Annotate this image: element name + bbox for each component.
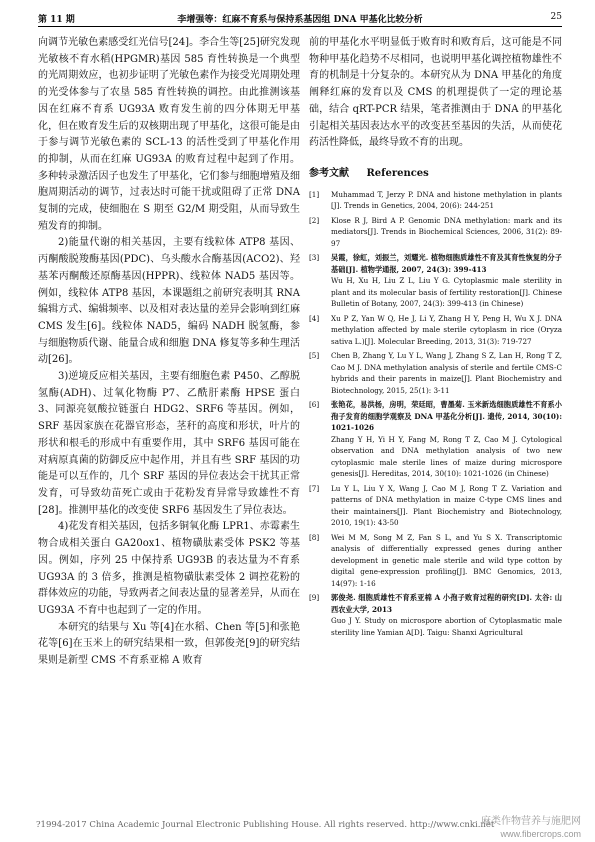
reference-text: Klose R J, Bird A P. Genomic DNA methylation: mark and its mediators[J]. Trends in Biochemical Sciences, 2006, 31(2): 89-97 [331, 215, 562, 248]
reference-text: Wei M M, Song M Z, Fan S L, and Yu S X. Transcriptomic analysis of differentially expressed genes during anther development in genetic male sterile and wild type cotton by digital gene-expression profiling[J]. BMC Genomics, 2013, 14(97): 1-16 [331, 532, 562, 588]
reference-item [309, 215, 562, 250]
page-footer [0, 814, 595, 838]
references-heading-en: References [366, 167, 429, 179]
reference-text: Muhammad T, Jerzy P. DNA and histone methylation in plants [J]. Trends in Genetics, 2004, 20(6): 244-251 [331, 189, 562, 211]
reference-text: Guo J Y. Study on microspore abortion of Cytoplasmatic male sterility line Yamian A[D]. Taigu: Shanxi Agricultural [331, 616, 562, 637]
running-title: 李增强等：红麻不育系与保持系基因组 DNA 甲基化比较分析 [177, 15, 423, 25]
body-paragraph: 前的甲基化水平明显低于败育时和败育后，这可能是不同物种甲基化趋势不尽相同，也说明甲基化调控植物雄性不育的机制是十分复杂的。本研究从为 DNA 甲基化的角度阐释红麻的发育以及 CMS 的机理提供了一定的理论基础，结合 qRT-PCR 结果，笔者推测由于 DNA 的甲基化引起相关基因表达水平的改变甚至基因的失活，从而使花药活性降低，最终导致不育的出现。 [309, 37, 562, 149]
references-heading [309, 166, 562, 183]
watermark-url: www.fibercrops.com [500, 829, 581, 839]
reference-item [309, 592, 562, 638]
issue-number: 第 11 期 [38, 15, 75, 25]
reference-item [309, 252, 562, 310]
watermark-title: 麻类作物营养与施肥网 [481, 816, 581, 827]
reference-text: Chen B, Zhang Y, Lu Y L, Wang J, Zhang S Z, Lan H, Rong T Z, Cao M J. DNA methylation analysis of sterile and fertile CMS-C hybrids and their parents in maize[J]. Plant Biochemistry and Biotechnology, 2015, 25(1): 3-11 [331, 351, 562, 395]
body-paragraph: 4)花发育相关基因，包括多铜氧化酶 LPR1、赤霉素生物合成相关蛋白 GA20ox1、植物磺肽素受体 PSK2 等基因。例如，序列 25 中保持系 UG93B 的表达量为不育系 UG93A 的 3 倍多，推测是植物磺肽素受体 2 调控花粉的群体效应的功能，导致两者之间表达量的显著差异，从而在 UG93A 不育中也起到了一定的作用。 [38, 521, 300, 616]
reference-item [309, 189, 562, 212]
reference-text-zh: 郭俊尧. 细胞质雄性不育系亚棉 A 小孢子败育过程的研究[D]. 太谷: 山西农业大学, 2013 [331, 593, 562, 614]
reference-item [309, 313, 562, 348]
reference-number: [9] [309, 593, 320, 603]
reference-list [309, 189, 562, 639]
right-column [309, 35, 562, 641]
reference-number: [8] [309, 532, 320, 542]
site-watermark [481, 816, 581, 840]
body-paragraph: 本研究的结果与 Xu 等[4]在水稻、Chen 等[5]和张艳花等[6]在玉米上的研究结果相一致，但郭俊尧[9]的研究结果则是新型 CMS 不育系亚棉 A 败育 [38, 621, 300, 667]
reference-number: [2] [309, 215, 320, 225]
reference-number: [7] [309, 483, 320, 493]
reference-number: [5] [309, 351, 320, 361]
reference-text-zh: 吴霞，徐虹，刘振兰，刘耀光. 植物细胞质雄性不育及其育性恢复的分子基础[J]. 植物学通报, 2007, 24(3): 399-413 [331, 253, 562, 274]
reference-text: Wu H, Xu H, Liu Z L, Liu Y G. Cytoplasmic male sterility in plant and its molecular basis of fertility restoration[J]. Chinese Bulletin of Botany, 2007, 24(3): 399-413 (in Chinese) [331, 276, 562, 309]
reference-text: Zhang Y H, Yi H Y, Fang M, Rong T Z, Cao M J. Cytological observation and DNA methylation analysis of two new cytoplasmic male sterile lines of maize during microspore genesis[J]. Hereditas, 2014, 30(10): 1021-1026 (in Chinese) [331, 434, 562, 479]
reference-number: [3] [309, 253, 320, 263]
reference-item [309, 399, 562, 480]
copyright-line: ?1994-2017 China Academic Journal Electronic Publishing House. All rights reserved. http://www.cnki.net [36, 820, 495, 830]
page-number: 25 [550, 12, 562, 22]
references-heading-zh: 参考文献 [309, 167, 349, 179]
reference-item [309, 350, 562, 396]
reference-item [309, 483, 562, 529]
reference-item [309, 532, 562, 590]
reference-text: Xu P Z, Yan W Q, He J, Li Y, Zhang H Y, Peng H, Wu X J. DNA methylation affected by male sterile cytoplasm in rice (Oryza sativa L.)[J]. Molecular Breeding, 2013, 31(3): 719-727 [331, 313, 562, 346]
left-column [38, 35, 300, 670]
body-paragraph: 3)逆境反应相关基因，主要有细胞色素 P450、乙醇脱氢酶(ADH)、过氧化物酶 P7、乙酰肝素酶 HPSE 蛋白 3、同源亮氨酸拉链蛋白 HDG2、SRF6 等基因。例如，SRF 基因家族在花器官形态，茎秆的高度和形状，叶片的形状和根毛的形成中有重要作用，其中 SRF6 基因可能在对病原真菌的防御反应中起作用，并且有些 SRF 基因的功能是可以互作的，几个 SRF 基因的异位表达会干扰其正常发育，可导致幼苗死亡或由于花粉发育异常导致雄性不育[28]。推测甲基化的改变使 SRF6 基因发生了异位表达。 [38, 371, 300, 516]
body-paragraph: 向调节光敏色素感受红光信号[24]。李合生等[25]研究发现光敏核不育水稻(HPGMR)基因 585 育性转换是一个典型的光周期效应，也初步证明了光敏色素作为接受光周期处理的光受体参与了农垦 585 育性转换的调控。由此推测该基因在红麻不育系 UG93A 败育发生前的四分体期无甲基化，但在败育发生后的双核期出现了甲基化，这很可能是由于参与调节光敏色素的 SCL-13 的活性受到了甲基化作用的抑制，从而在红麻 UG93A 的败育过程中起到了作用。多种转录激活因子也发生了甲基化，它们参与细胞增殖及细胞周期活动的调节，过表达时可能干扰或阻碍了正常 DNA 复制的完成，使细胞在 S 期至 G2/M 期受阻，从而导致生殖发育的抑制。 [38, 37, 300, 232]
running-header [38, 10, 562, 27]
reference-number: [4] [309, 313, 320, 323]
reference-number: [6] [309, 400, 320, 410]
body-paragraph: 2)能量代谢的相关基因，主要有线粒体 ATP8 基因、丙酮酸脱羧酶基因(PDC)、乌头酸水合酶基因(ACO2)、羟基苯丙酮酸还原酶基因(HPPR)、线粒体 NAD5 基因等。例如，线粒体 ATP8 基因，本课题组之前研究表明其 RNA 编辑方式、编辑频率、以及相对表达量的差异会影响到红麻 CMS 发生[6]。线粒体 NAD5，编码 NADH 脱氢酶，参与细胞物质代谢、能量合成和细胞 DNA 修复等多种生理活动[26]。 [38, 237, 300, 366]
reference-number: [1] [309, 189, 320, 199]
reference-text: Lu Y L, Liu Y X, Wang J, Cao M J, Rong T Z. Variation and patterns of DNA methylation in maize C-type CMS lines and their maintainers[J]. Plant Biochemistry and Biotechnology, 2010, 19(1): 43-50 [331, 483, 562, 528]
reference-text-zh: 张艳花，易洪杨，房明，荣廷昭，曹墨菊. 玉米新选细胞质雄性不育系小孢子发育的细胞学观察及 DNA 甲基化分析[J]. 遗传, 2014, 30(10): 1021-1026 [331, 400, 562, 433]
